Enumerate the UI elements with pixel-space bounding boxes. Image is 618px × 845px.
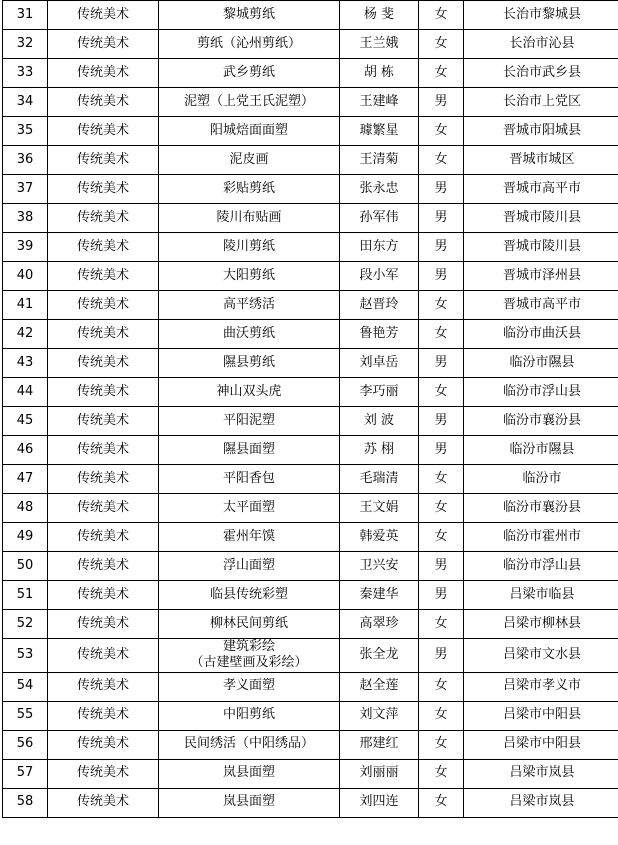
- cell-region: 临汾市: [464, 465, 618, 494]
- cell-gender: 女: [419, 146, 464, 175]
- cell-index: 44: [3, 378, 48, 407]
- item-name-line: 孝义面塑: [222, 678, 275, 694]
- cell-gender: 男: [419, 639, 464, 673]
- cell-item-name: [159, 349, 340, 378]
- table-row: [3, 117, 618, 146]
- cell-gender: 女: [419, 465, 464, 494]
- cell-category: 传统美术: [48, 672, 159, 701]
- cell-item-name: [159, 88, 340, 117]
- cell-gender: 男: [419, 175, 464, 204]
- cell-item-name: [159, 233, 340, 262]
- cell-person-name: 赵全莲: [340, 672, 419, 701]
- cell-item-name: [159, 407, 340, 436]
- cell-gender: 女: [419, 378, 464, 407]
- cell-person-name: 张全龙: [340, 639, 419, 673]
- cell-index: 49: [3, 523, 48, 552]
- cell-item-name: [159, 117, 340, 146]
- table-row: [3, 672, 618, 701]
- cell-person-name: 赵晋玲: [340, 291, 419, 320]
- cell-index: 52: [3, 610, 48, 639]
- cell-item-name: [159, 262, 340, 291]
- cell-region: 吕梁市临县: [464, 581, 618, 610]
- table-row: [3, 436, 618, 465]
- cell-gender: 女: [419, 494, 464, 523]
- item-name-line: 高平绣活: [222, 296, 275, 312]
- table-row: [3, 233, 618, 262]
- item-name-line: 平阳泥塑: [222, 412, 275, 428]
- cell-category: 传统美术: [48, 233, 159, 262]
- cell-item-name: [159, 759, 340, 788]
- cell-item-name: [159, 610, 340, 639]
- cell-item-name: [159, 175, 340, 204]
- cell-index: 55: [3, 701, 48, 730]
- cell-item-name: [159, 672, 340, 701]
- cell-region: 吕梁市孝义市: [464, 672, 618, 701]
- item-name-line: （古建壁画及彩绘）: [190, 655, 308, 671]
- cell-item-name: [159, 639, 340, 673]
- table-row: [3, 407, 618, 436]
- cell-person-name: 韩爱英: [340, 523, 419, 552]
- item-name-line: 临县传统彩塑: [209, 586, 288, 602]
- table-row: [3, 759, 618, 788]
- cell-item-name: [159, 465, 340, 494]
- item-name-line: 隰县剪纸: [222, 354, 275, 370]
- cell-person-name: 段小军: [340, 262, 419, 291]
- table-row: [3, 291, 618, 320]
- cell-category: 传统美术: [48, 146, 159, 175]
- cell-region: 临汾市浮山县: [464, 378, 618, 407]
- cell-region: 吕梁市中阳县: [464, 701, 618, 730]
- cell-index: 39: [3, 233, 48, 262]
- cell-gender: 女: [419, 30, 464, 59]
- cell-gender: 男: [419, 349, 464, 378]
- item-name-line: 彩贴剪纸: [222, 180, 275, 196]
- cell-index: 34: [3, 88, 48, 117]
- item-name-line: 陵川布贴画: [216, 209, 282, 225]
- item-name-line: 阳城焙面面塑: [209, 122, 288, 138]
- cell-person-name: 王建峰: [340, 88, 419, 117]
- cell-index: 40: [3, 262, 48, 291]
- cell-category: 传统美术: [48, 349, 159, 378]
- cell-category: 传统美术: [48, 639, 159, 673]
- cell-item-name: [159, 378, 340, 407]
- cell-category: 传统美术: [48, 30, 159, 59]
- item-name-line: 泥塑（上党王氏泥塑）: [183, 93, 314, 109]
- cell-gender: 男: [419, 581, 464, 610]
- cell-item-name: [159, 204, 340, 233]
- table-row: [3, 581, 618, 610]
- cell-index: 57: [3, 759, 48, 788]
- table-row: [3, 378, 618, 407]
- cell-category: 传统美术: [48, 730, 159, 759]
- cell-gender: 男: [419, 552, 464, 581]
- cell-item-name: [159, 30, 340, 59]
- cell-category: 传统美术: [48, 204, 159, 233]
- cell-item-name: [159, 494, 340, 523]
- cell-region: 晋城市泽州县: [464, 262, 618, 291]
- table-row: [3, 59, 618, 88]
- cell-index: 50: [3, 552, 48, 581]
- cell-person-name: 高翠珍: [340, 610, 419, 639]
- cell-person-name: 杨 斐: [340, 1, 419, 30]
- item-name-line: 隰县面塑: [222, 441, 275, 457]
- cell-gender: 女: [419, 672, 464, 701]
- cell-index: 58: [3, 788, 48, 817]
- table-row: [3, 610, 618, 639]
- table-row: [3, 349, 618, 378]
- cell-region: 临汾市曲沃县: [464, 320, 618, 349]
- cell-index: 35: [3, 117, 48, 146]
- cell-person-name: 刘卓岳: [340, 349, 419, 378]
- item-name-line: 平阳香包: [222, 470, 275, 486]
- table-body: [3, 1, 618, 818]
- item-name-line: 大阳剪纸: [222, 267, 275, 283]
- cell-index: 38: [3, 204, 48, 233]
- cell-gender: 男: [419, 262, 464, 291]
- cell-person-name: 卫兴安: [340, 552, 419, 581]
- table-row: [3, 523, 618, 552]
- cell-person-name: 刘丽丽: [340, 759, 419, 788]
- cell-category: 传统美术: [48, 436, 159, 465]
- cell-index: 31: [3, 1, 48, 30]
- cell-person-name: 璩繁星: [340, 117, 419, 146]
- cell-category: 传统美术: [48, 494, 159, 523]
- cell-region: 吕梁市柳林县: [464, 610, 618, 639]
- heritage-roster-table: [2, 0, 618, 818]
- cell-item-name: [159, 320, 340, 349]
- table-row: [3, 639, 618, 673]
- cell-region: 临汾市隰县: [464, 436, 618, 465]
- cell-person-name: 王清菊: [340, 146, 419, 175]
- cell-region: 临汾市襄汾县: [464, 494, 618, 523]
- cell-category: 传统美术: [48, 59, 159, 88]
- cell-index: 41: [3, 291, 48, 320]
- cell-index: 43: [3, 349, 48, 378]
- cell-category: 传统美术: [48, 581, 159, 610]
- cell-person-name: 毛瑞清: [340, 465, 419, 494]
- item-name-line: 建筑彩绘: [222, 639, 275, 654]
- cell-person-name: 刘 波: [340, 407, 419, 436]
- table-row: [3, 552, 618, 581]
- table-row: [3, 465, 618, 494]
- cell-index: 46: [3, 436, 48, 465]
- cell-item-name: [159, 291, 340, 320]
- item-name-line: 泥皮画: [229, 151, 269, 167]
- cell-index: 45: [3, 407, 48, 436]
- item-name-line: 剪纸（沁州剪纸）: [196, 35, 301, 51]
- cell-item-name: [159, 523, 340, 552]
- item-name-line: 曲沃剪纸: [222, 325, 275, 341]
- cell-person-name: 孙军伟: [340, 204, 419, 233]
- cell-gender: 女: [419, 788, 464, 817]
- cell-person-name: 秦建华: [340, 581, 419, 610]
- cell-category: 传统美术: [48, 378, 159, 407]
- cell-item-name: [159, 1, 340, 30]
- item-name-line: 民间绣活（中阳绣品）: [183, 736, 314, 752]
- cell-index: 53: [3, 639, 48, 673]
- cell-region: 晋城市陵川县: [464, 204, 618, 233]
- cell-category: 传统美术: [48, 610, 159, 639]
- item-name-line: 柳林民间剪纸: [209, 615, 288, 631]
- cell-category: 传统美术: [48, 788, 159, 817]
- cell-index: 47: [3, 465, 48, 494]
- cell-region: 临汾市浮山县: [464, 552, 618, 581]
- table-row: [3, 175, 618, 204]
- table-row: [3, 262, 618, 291]
- cell-gender: 女: [419, 730, 464, 759]
- item-name-line: 武乡剪纸: [222, 64, 275, 80]
- table-row: [3, 730, 618, 759]
- item-name-line: 黎城剪纸: [222, 6, 275, 22]
- cell-index: 36: [3, 146, 48, 175]
- cell-category: 传统美术: [48, 291, 159, 320]
- cell-region: 晋城市高平市: [464, 175, 618, 204]
- cell-index: 48: [3, 494, 48, 523]
- cell-person-name: 刘四连: [340, 788, 419, 817]
- cell-person-name: 苏 栩: [340, 436, 419, 465]
- cell-gender: 女: [419, 701, 464, 730]
- cell-category: 传统美术: [48, 175, 159, 204]
- item-name-line: 中阳剪纸: [222, 707, 275, 723]
- cell-gender: 女: [419, 610, 464, 639]
- cell-index: 32: [3, 30, 48, 59]
- cell-region: 长治市武乡县: [464, 59, 618, 88]
- cell-index: 54: [3, 672, 48, 701]
- cell-category: 传统美术: [48, 262, 159, 291]
- cell-category: 传统美术: [48, 1, 159, 30]
- cell-region: 晋城市城区: [464, 146, 618, 175]
- cell-region: 吕梁市岚县: [464, 788, 618, 817]
- cell-person-name: 张永忠: [340, 175, 419, 204]
- cell-item-name: [159, 701, 340, 730]
- item-name-line: 陵川剪纸: [222, 238, 275, 254]
- table-row: [3, 1, 618, 30]
- cell-person-name: 王文娟: [340, 494, 419, 523]
- cell-index: 37: [3, 175, 48, 204]
- cell-item-name: [159, 59, 340, 88]
- cell-item-name: [159, 552, 340, 581]
- cell-gender: 女: [419, 59, 464, 88]
- item-name-line: 神山双头虎: [216, 383, 282, 399]
- cell-region: 吕梁市岚县: [464, 759, 618, 788]
- cell-gender: 男: [419, 407, 464, 436]
- cell-category: 传统美术: [48, 465, 159, 494]
- table-row: [3, 320, 618, 349]
- table-row: [3, 788, 618, 817]
- table-row: [3, 494, 618, 523]
- item-name-line: 岚县面塑: [222, 794, 275, 810]
- cell-gender: 女: [419, 320, 464, 349]
- cell-person-name: 李巧丽: [340, 378, 419, 407]
- cell-gender: 女: [419, 523, 464, 552]
- cell-person-name: 胡 栋: [340, 59, 419, 88]
- cell-item-name: [159, 788, 340, 817]
- item-name-line: 岚县面塑: [222, 765, 275, 781]
- cell-region: 临汾市隰县: [464, 349, 618, 378]
- cell-region: 晋城市阳城县: [464, 117, 618, 146]
- cell-gender: 女: [419, 1, 464, 30]
- cell-region: 吕梁市文水县: [464, 639, 618, 673]
- cell-item-name: [159, 146, 340, 175]
- cell-item-name: [159, 581, 340, 610]
- table-row: [3, 146, 618, 175]
- cell-region: 长治市沁县: [464, 30, 618, 59]
- cell-region: 长治市上党区: [464, 88, 618, 117]
- table-row: [3, 701, 618, 730]
- cell-region: 晋城市陵川县: [464, 233, 618, 262]
- cell-category: 传统美术: [48, 117, 159, 146]
- cell-region: 长治市黎城县: [464, 1, 618, 30]
- item-name-line: 霍州年馍: [222, 528, 275, 544]
- cell-region: 晋城市高平市: [464, 291, 618, 320]
- cell-person-name: 田东方: [340, 233, 419, 262]
- cell-person-name: 邢建红: [340, 730, 419, 759]
- cell-person-name: 王兰娥: [340, 30, 419, 59]
- cell-index: 42: [3, 320, 48, 349]
- table-row: [3, 30, 618, 59]
- cell-gender: 女: [419, 759, 464, 788]
- cell-category: 传统美术: [48, 407, 159, 436]
- cell-item-name: [159, 436, 340, 465]
- cell-category: 传统美术: [48, 523, 159, 552]
- cell-gender: 男: [419, 204, 464, 233]
- cell-category: 传统美术: [48, 759, 159, 788]
- table-row: [3, 88, 618, 117]
- table-row: [3, 204, 618, 233]
- cell-person-name: 刘文萍: [340, 701, 419, 730]
- cell-person-name: 鲁艳芳: [340, 320, 419, 349]
- cell-gender: 女: [419, 117, 464, 146]
- item-name-line: 太平面塑: [222, 499, 275, 515]
- cell-category: 传统美术: [48, 88, 159, 117]
- cell-gender: 男: [419, 436, 464, 465]
- cell-index: 56: [3, 730, 48, 759]
- cell-gender: 男: [419, 88, 464, 117]
- cell-category: 传统美术: [48, 701, 159, 730]
- cell-region: 临汾市霍州市: [464, 523, 618, 552]
- cell-category: 传统美术: [48, 320, 159, 349]
- cell-region: 临汾市襄汾县: [464, 407, 618, 436]
- cell-index: 33: [3, 59, 48, 88]
- cell-category: 传统美术: [48, 552, 159, 581]
- cell-region: 吕梁市中阳县: [464, 730, 618, 759]
- cell-gender: 男: [419, 233, 464, 262]
- cell-item-name: [159, 730, 340, 759]
- cell-index: 51: [3, 581, 48, 610]
- cell-gender: 女: [419, 291, 464, 320]
- item-name-line: 浮山面塑: [222, 557, 275, 573]
